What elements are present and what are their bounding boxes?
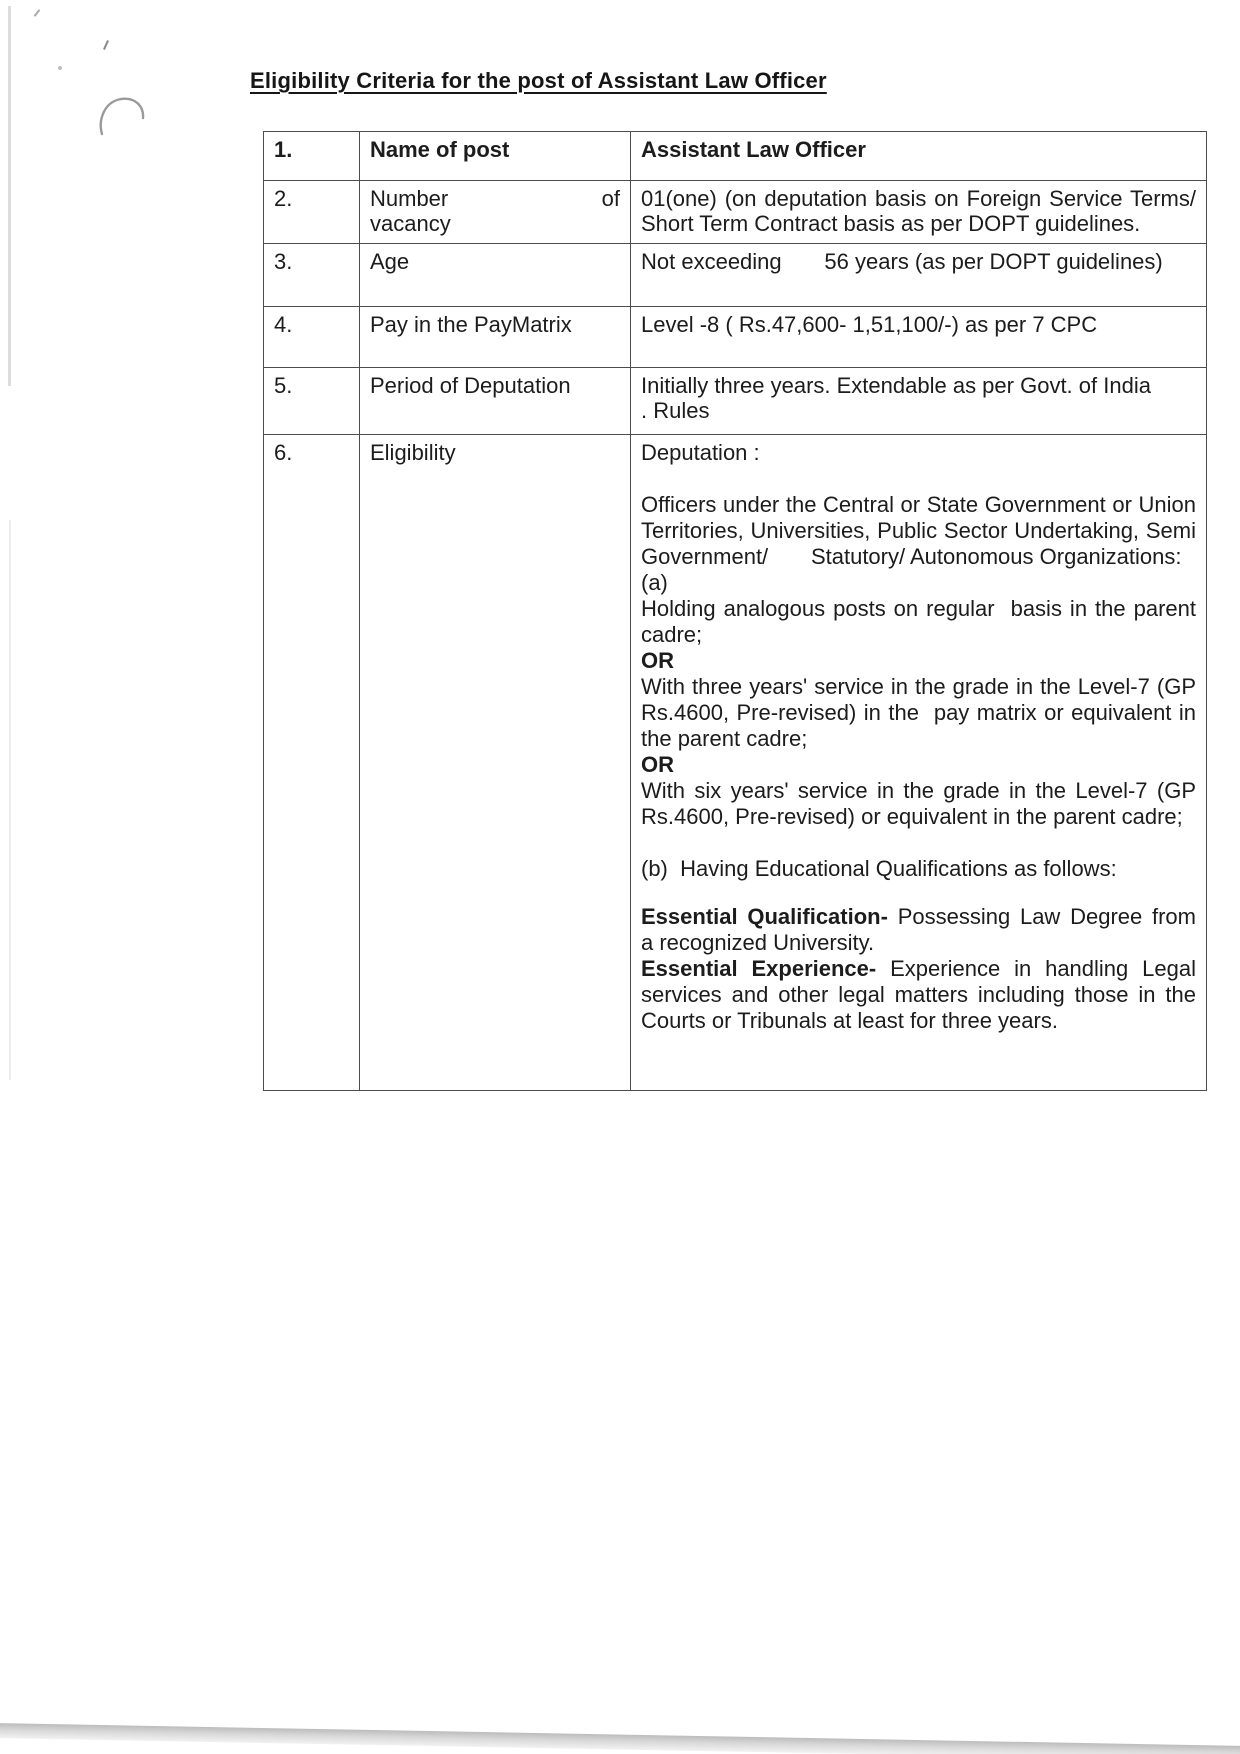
pen-mark-tick — [34, 9, 41, 17]
clause-a-alt2-text: With six years' service in the grade in the Level-7 (GP Rs.4600, Pre-revised) or equivalent in the parent cadre; — [641, 778, 1196, 829]
page-title: Eligibility Criteria for the post of Assistant Law Officer — [250, 68, 827, 93]
spacer — [641, 466, 1196, 492]
table-row-age — [264, 244, 1207, 307]
clause-a-alt1-text: With three years' service in the grade in the Level-7 (GP Rs.4600, Pre-revised) in the pay matrix or equivalent in the parent cadre; — [641, 674, 1196, 751]
cell-serial: 3. — [264, 244, 360, 307]
cell-value — [631, 368, 1207, 435]
pen-mark-arc — [92, 88, 154, 140]
value-line: . Rules — [641, 398, 710, 423]
essential-qualification — [641, 904, 1196, 956]
cell-label: Period of Deputation — [360, 368, 631, 435]
deputation-heading: Deputation : — [641, 440, 760, 465]
table-row-eligibility — [264, 435, 1207, 1091]
cell-serial: 2. — [264, 181, 360, 244]
eligibility-table — [263, 131, 1207, 1091]
clause-b-text: (b) Having Educational Qualifications as follows: — [641, 856, 1117, 881]
cell-serial: 1. — [264, 132, 360, 181]
essential-experience — [641, 956, 1196, 1034]
or-separator: OR — [641, 648, 674, 673]
cell-label: Name of post — [360, 132, 631, 181]
essential-qualification-text: Possessing Law Degree from a recognized University. — [641, 904, 1196, 955]
clause-a-text: Holding analogous posts on regular basis in the parent cadre; — [641, 596, 1196, 647]
cell-serial: 5. — [264, 368, 360, 435]
pen-mark-tick — [103, 40, 109, 50]
table-row-vacancy — [264, 181, 1207, 244]
or-separator: OR — [641, 752, 674, 777]
pen-mark-dot — [58, 66, 62, 70]
cell-serial: 6. — [264, 435, 360, 1091]
value-line: Initially three years. Extendable as per Govt. of India — [641, 373, 1151, 398]
essential-experience-label: Essential Experience- — [641, 956, 877, 981]
spacer — [641, 830, 1196, 856]
cell-value: Not exceeding 56 years (as per DOPT guidelines) — [631, 244, 1207, 307]
cell-value: Assistant Law Officer — [631, 132, 1207, 181]
scan-shadow-band — [0, 1723, 1240, 1754]
scan-edge-line-faint — [9, 520, 11, 1080]
cell-eligibility-details — [631, 435, 1207, 1091]
essential-qualification-label: Essential Qualification- — [641, 904, 888, 929]
cell-label: Eligibility — [360, 435, 631, 1091]
table-row-name-of-post — [264, 132, 1207, 181]
eligibility-intro: Officers under the Central or State Government or Union Territories, Universities, Public Sector Undertaking, Semi Government/ Statutory/ Autonomous Organizations: — [641, 492, 1196, 569]
scan-edge-line — [8, 6, 11, 386]
cell-label: Pay in the PayMatrix — [360, 307, 631, 368]
cell-label: Age — [360, 244, 631, 307]
clause-a-marker: (a) — [641, 570, 668, 595]
spacer — [641, 882, 1196, 904]
table-row-pay — [264, 307, 1207, 368]
table-row-deputation-period — [264, 368, 1207, 435]
cell-serial: 4. — [264, 307, 360, 368]
cell-value: Level -8 ( Rs.47,600- 1,51,100/-) as per 7 CPC — [631, 307, 1207, 368]
essential-experience-text: Experience in handling Legal services and other legal matters including those in the Courts or Tribunals at least for three years. — [641, 956, 1196, 1033]
cell-value: 01(one) (on deputation basis on Foreign Service Terms/ Short Term Contract basis as per DOPT guidelines. — [631, 181, 1207, 244]
cell-label: Number of vacancy — [360, 181, 631, 244]
